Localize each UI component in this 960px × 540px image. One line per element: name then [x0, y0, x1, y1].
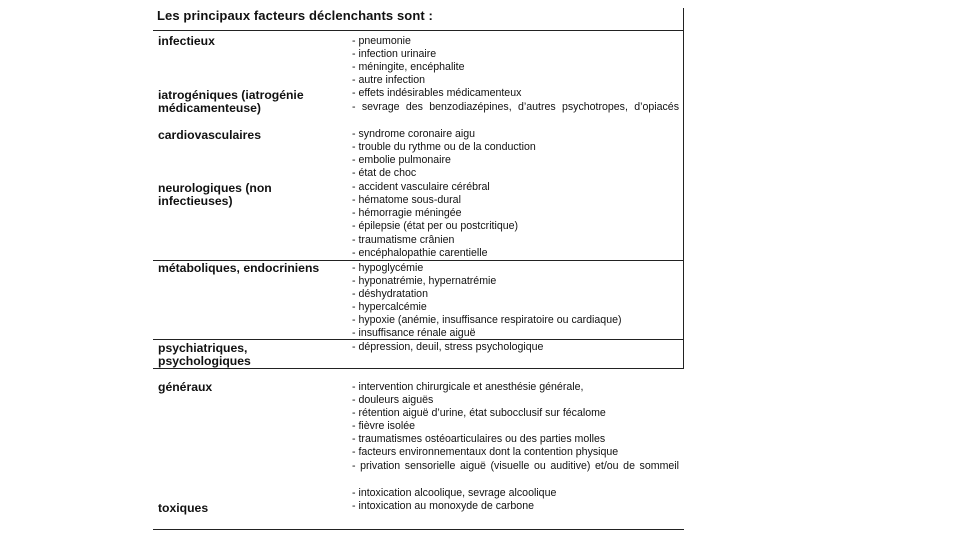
list-item: - rétention aiguë d’urine, état subocclusif sur fécalome [352, 407, 606, 419]
list-item: - état de choc [352, 167, 417, 179]
divider [153, 529, 684, 530]
list-item: - privation sensorielle aiguë (visuelle ou auditive) et/ou de sommeil [352, 460, 679, 472]
list-item: - insuffisance rénale aiguë [352, 327, 476, 339]
list-item: - intoxication au monoxyde de carbone [352, 500, 534, 512]
list-item: - méningite, encéphalite [352, 61, 465, 73]
list-item: - encéphalopathie carentielle [352, 247, 488, 259]
list-item: - effets indésirables médicamenteux [352, 87, 522, 99]
category-iatrogeniques: iatrogéniques (iatrogénie médicamenteuse) [158, 88, 304, 115]
list-item: - pneumonie [352, 35, 411, 47]
list-item: - accident vasculaire cérébral [352, 181, 490, 193]
divider [153, 368, 684, 369]
category-cardiovasculaires: cardiovasculaires [158, 128, 261, 142]
right-border [683, 8, 684, 368]
list-item: - hypoglycémie [352, 262, 424, 274]
list-item: - facteurs environnementaux dont la contention physique [352, 446, 619, 458]
list-item: - déshydratation [352, 288, 428, 300]
list-item: - fièvre isolée [352, 420, 415, 432]
list-item: - hypoxie (anémie, insuffisance respiratoire ou cardiaque) [352, 314, 622, 326]
category-metaboliques: métaboliques, endocriniens [158, 261, 320, 275]
category-toxiques: toxiques [158, 501, 209, 515]
list-item: - sevrage des benzodiazépines, d’autres psychotropes, d’opiacés [352, 101, 679, 113]
divider [153, 339, 684, 340]
category-psychiatriques: psychiatriques, psychologiques [158, 341, 251, 368]
list-item: - épilepsie (état per ou postcritique) [352, 220, 519, 232]
list-item: - hyponatrémie, hypernatrémie [352, 275, 497, 287]
list-item: - infection urinaire [352, 48, 437, 60]
list-item: - syndrome coronaire aigu [352, 128, 476, 140]
list-item: - intervention chirurgicale et anesthésie générale, [352, 381, 584, 393]
list-item: - dépression, deuil, stress psychologique [352, 341, 544, 353]
list-item: - autre infection [352, 74, 426, 86]
divider [153, 30, 684, 31]
category-generaux: généraux [158, 380, 213, 394]
list-item: - traumatisme crânien [352, 234, 455, 246]
category-neurologiques: neurologiques (non infectieuses) [158, 181, 272, 208]
document-table [153, 0, 684, 540]
list-item: - intoxication alcoolique, sevrage alcoolique [352, 487, 557, 499]
list-item: - trouble du rythme ou de la conduction [352, 141, 536, 153]
list-item: - douleurs aiguës [352, 394, 434, 406]
category-infectieux: infectieux [158, 34, 215, 48]
list-item: - traumatismes ostéoarticulaires ou des parties molles [352, 433, 606, 445]
list-item: - hématome sous-dural [352, 194, 461, 206]
table-title: Les principaux facteurs déclenchants sont : [157, 8, 433, 23]
list-item: - embolie pulmonaire [352, 154, 451, 166]
list-item: - hypercalcémie [352, 301, 427, 313]
list-item: - hémorragie méningée [352, 207, 462, 219]
